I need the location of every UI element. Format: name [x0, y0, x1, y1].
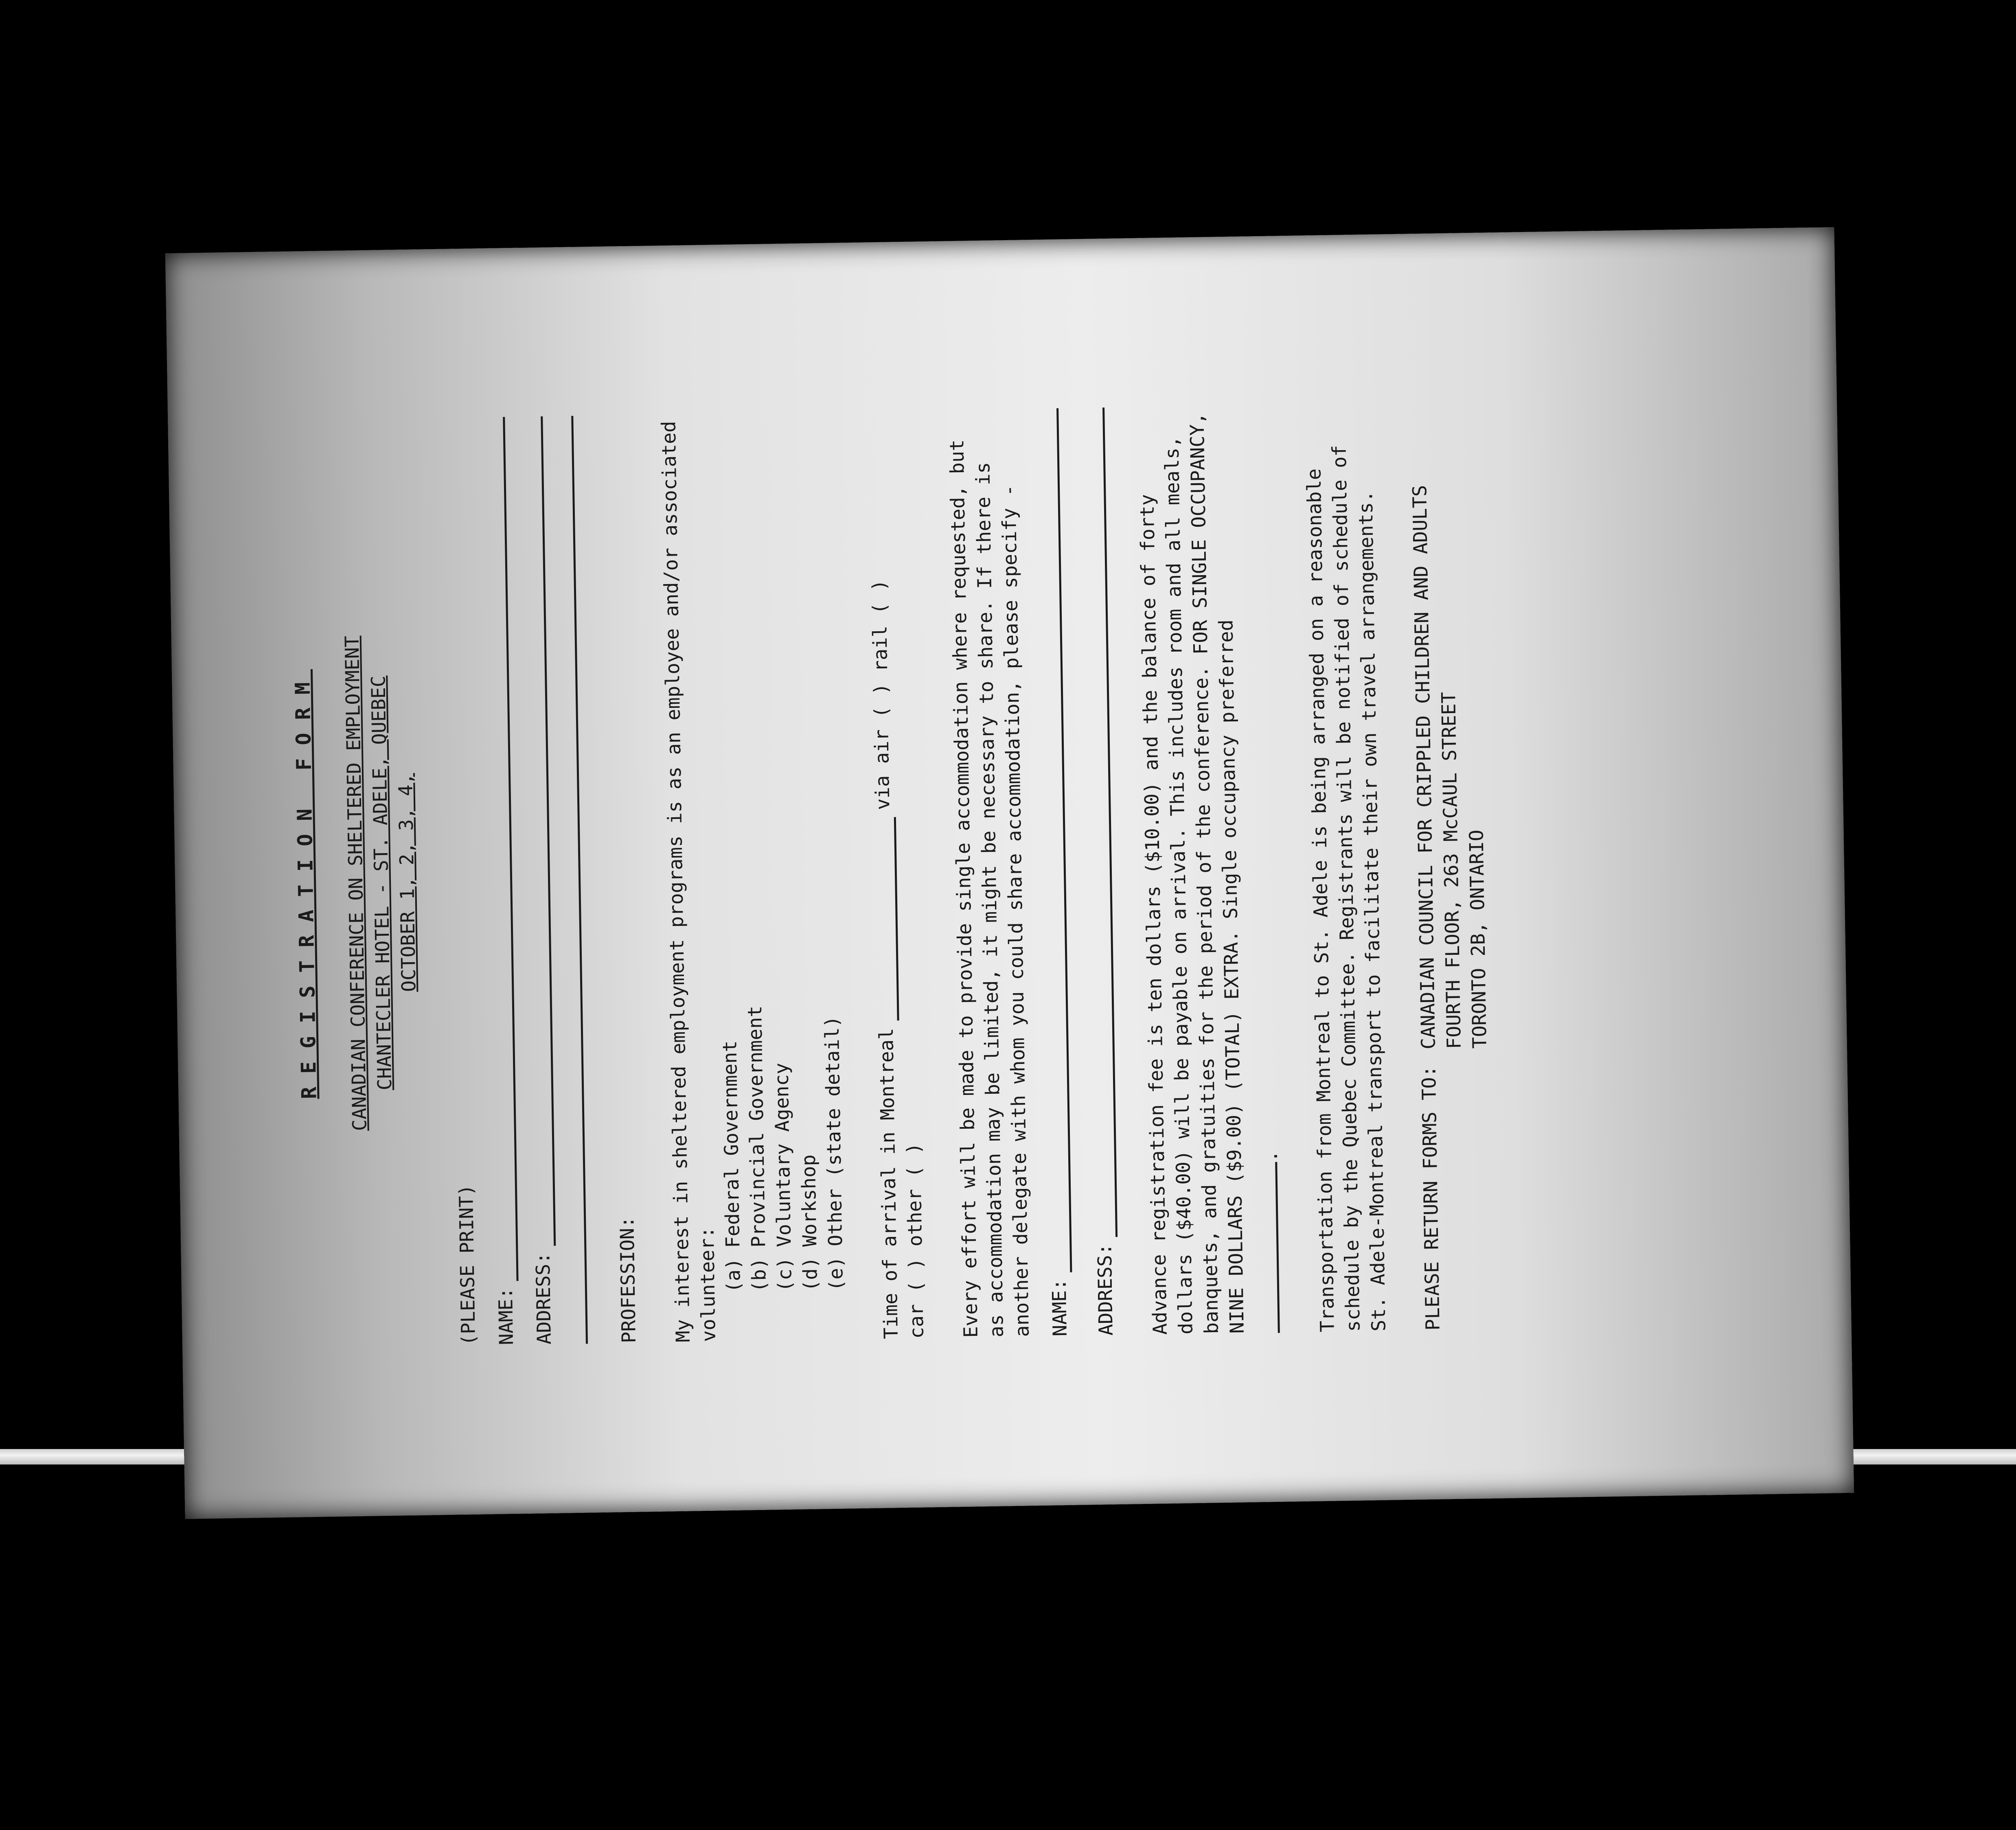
arrival-time-field[interactable]	[874, 817, 899, 1021]
accommodation-text: Every effort will be made to provide single accommodation where requested, but as accommodation may be limited, it might be necessary to share. If there is another delegate with whom you could share accommodation, please specify -	[946, 439, 1034, 1338]
share-name-label: NAME:	[1048, 1278, 1072, 1337]
return-address-line-3: TORONTO 2B, ONTARIO	[1465, 830, 1491, 1049]
share-address-field[interactable]	[1083, 407, 1118, 1237]
option-c[interactable]: (c)Voluntary Agency	[770, 1062, 797, 1292]
fee-end: .	[1259, 1150, 1282, 1162]
name-field[interactable]	[483, 417, 518, 1281]
return-address-line-2: FOURTH FLOOR, 263 McCAUL STREET	[1437, 692, 1466, 1049]
share-name-row	[1033, 408, 1073, 1337]
conference-name: CANADIAN CONFERENCE ON SHELTERED EMPLOYMENT	[341, 635, 371, 1131]
return-row	[1406, 402, 1497, 1331]
return-address	[1407, 484, 1493, 1049]
option-d[interactable]: (d)Workshop	[797, 1154, 822, 1292]
share-address-row	[1079, 407, 1119, 1336]
arrival-other-options[interactable]: car ( ) other ( )	[903, 1143, 928, 1339]
registration-form	[269, 373, 1750, 1373]
name-row	[479, 417, 519, 1345]
option-list	[707, 412, 850, 1342]
share-name-field[interactable]	[1037, 408, 1072, 1272]
option-e[interactable]: (e)Other (state detail)	[821, 1016, 848, 1292]
fee-text: Advance registration fee is ten dollars ($10.00) and the balance of forty dollars ($40.00) will be payable on arrival. This includes room and all meals, banquets, and gratuities for the period of the conference. FOR SINGLE OCCUPANCY, NINE DOLLARS ($9.00) (TOTAL) EXTRA. Single occupancy preferred	[1136, 412, 1249, 1335]
conference-venue: CHANTECLER HOTEL - ST. ADELE, QUEBEC	[367, 675, 397, 1090]
profession-label: PROFESSION:	[616, 1216, 641, 1344]
share-address-label: ADDRESS:	[1093, 1243, 1118, 1336]
option-a[interactable]: (a)Federal Government	[719, 1040, 745, 1293]
transport-text: Transportation from Montreal to St. Adele is being arranged on a reasonable schedule by the Quebec Committee. Registrants will be notified of schedule of St. Adele-Montreal transport to facilitate their own travel arrangements.	[1303, 444, 1390, 1333]
return-address-line-1: CANADIAN COUNCIL FOR CRIPPLED CHILDREN AND ADULTS	[1409, 485, 1440, 1050]
interest-text: My interest in sheltered employment programs is as an employee and/or associated volunteer:	[657, 420, 720, 1343]
please-print-note: (PLEASE PRINT)	[455, 1184, 480, 1346]
arrival-label: Time of arrival in Montreal	[875, 1028, 903, 1340]
single-occupancy-field[interactable]	[1256, 1162, 1280, 1333]
arrival-via-options[interactable]: via air ( ) rail ( )	[868, 579, 894, 810]
name-label: NAME:	[494, 1287, 518, 1345]
single-occupancy-row	[1244, 405, 1286, 1333]
paper-sheet	[165, 227, 1854, 1519]
conference-dates: OCTOBER 1, 2, 3, 4,	[394, 773, 421, 992]
address-label: ADDRESS:	[532, 1252, 556, 1345]
option-b[interactable]: (b)Provincial Government	[744, 1005, 771, 1293]
return-label: PLEASE RETURN FORMS TO:	[1418, 1065, 1444, 1331]
form-title: REGISTRATION FORM	[290, 669, 321, 1099]
